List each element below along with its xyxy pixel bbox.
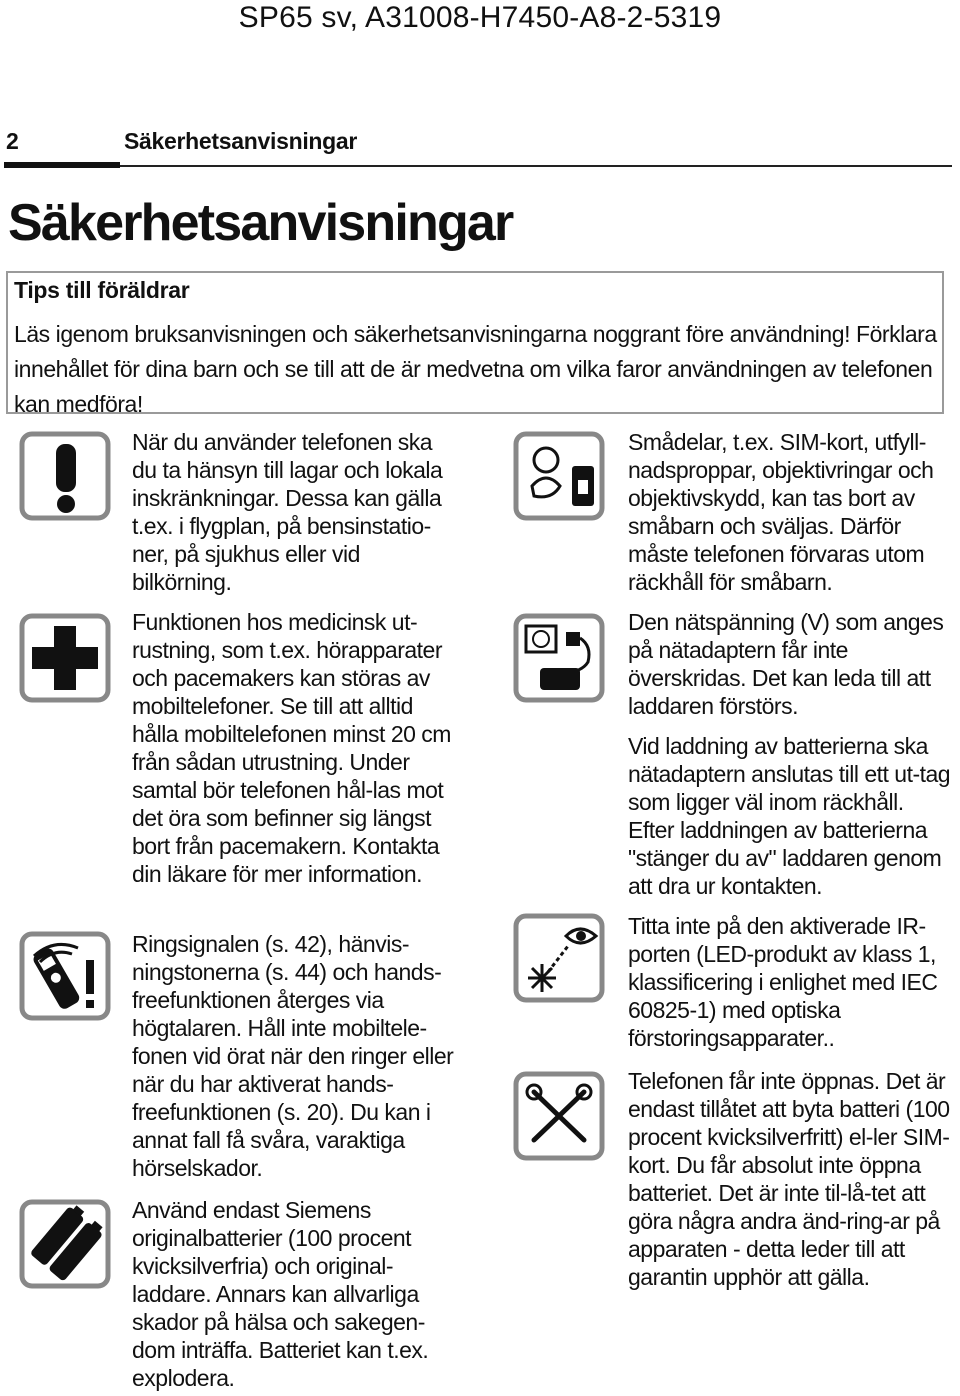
document-id: SP65 sv, A31008-H7450-A8-2-5319 bbox=[238, 1, 722, 34]
safety-text-medical-equipment: Funktionen hos medicinsk ut-rustning, som t.ex. hörapparater och pacemakers kan störas av mobiltelefoner. Se till att alltid hålla mobiltelefonen minst 20 cm från sådan utrustning. Under samtal bör telefonen hål-las mot det öra som befinner sig längst bort från pacemakern. Kontakta din läkare för mer information. bbox=[132, 609, 451, 887]
baby-small-parts-icon bbox=[512, 430, 606, 522]
page-title: Säkerhetsanvisningar bbox=[8, 194, 513, 252]
exclamation-icon bbox=[18, 430, 112, 522]
safety-text-ir-port: Titta inte på den aktiverade IR-porten (LED-produkt av klass 1, klassificering i enlighet med IEC 60825-1) med optiska förstoringsapparater.. bbox=[628, 913, 938, 1051]
safety-text-do-not-open: Telefonen får inte öppnas. Det är endast tillåtet att byta batteri (100 procent kvicksilverfritt) el-ler SIM-kort. Du får absolut inte öppna batteriet. Det är inte til-lå-tet att göra några andra änd-ring-ar på apparaten - detta leder till att garantin upphör att gälla. bbox=[628, 1068, 950, 1290]
tip-heading: Tips till föräldrar bbox=[14, 277, 190, 303]
safety-text-small-parts: Smådelar, t.ex. SIM-kort, utfyll-nadsproppar, objektivringar och objektivskydd, kan tas bort av småbarn och sväljas. Därför måste telefonen förvaras utom räckhåll för småbarn. bbox=[628, 429, 934, 595]
safety-text-ringtone: Ringsignalen (s. 42), hänvis-ningstonerna (s. 44) och hands-freefunktionen återges via högtalaren. Håll inte mobiltele-fonen vid örat när den ringer eller när du har aktiverat hands-freefunktionen (s. 20). Du kan i annat fall få svåra, varaktiga hörselskador. bbox=[132, 931, 454, 1181]
header-rule-accent bbox=[4, 162, 120, 168]
safety-text-local-laws: När du använder telefonen ska du ta hänsyn till lagar och lokala inskränkningar. Dessa kan gälla t.ex. i flygplan, på bensinstatio-ner, på sjukhus eller vid bilkörning. bbox=[132, 429, 443, 595]
safety-text-battery: Använd endast Siemens originalbatterier (100 procent kvicksilverfria) och original-laddare. Annars kan allvarliga skador på hälsa och sakegen-dom inträffa. Batteriet kan t.ex. explodera. bbox=[132, 1197, 429, 1391]
loud-ringtone-icon bbox=[18, 930, 112, 1022]
header-rule bbox=[4, 165, 952, 167]
battery-icon bbox=[18, 1198, 112, 1290]
power-adapter-icon bbox=[512, 612, 606, 704]
safety-text-mains-voltage: Den nätspänning (V) som anges på nätadaptern får inte överskridas. Det kan leda till att laddaren förstörs. bbox=[628, 609, 944, 719]
page-number: 2 bbox=[6, 128, 19, 154]
ir-eye-icon bbox=[512, 912, 606, 1004]
safety-text-charging: Vid laddning av batterierna ska nätadaptern anslutas till ett ut-tag som ligger väl inom räckhåll. Efter laddningen av batterierna "stänger du av" laddaren genom att dra ur kontakten. bbox=[628, 733, 951, 899]
section-name: Säkerhetsanvisningar bbox=[124, 128, 358, 154]
tip-body: Läs igenom bruksanvisningen och säkerhetsanvisningarna noggrant före användning! Förklara innehållet för dina barn och se till att de är medvetna om vilka faror användningen av telefonen kan medföra! bbox=[14, 321, 937, 417]
running-header bbox=[6, 128, 357, 155]
medical-cross-icon bbox=[18, 612, 112, 704]
no-tools-icon bbox=[512, 1070, 606, 1162]
